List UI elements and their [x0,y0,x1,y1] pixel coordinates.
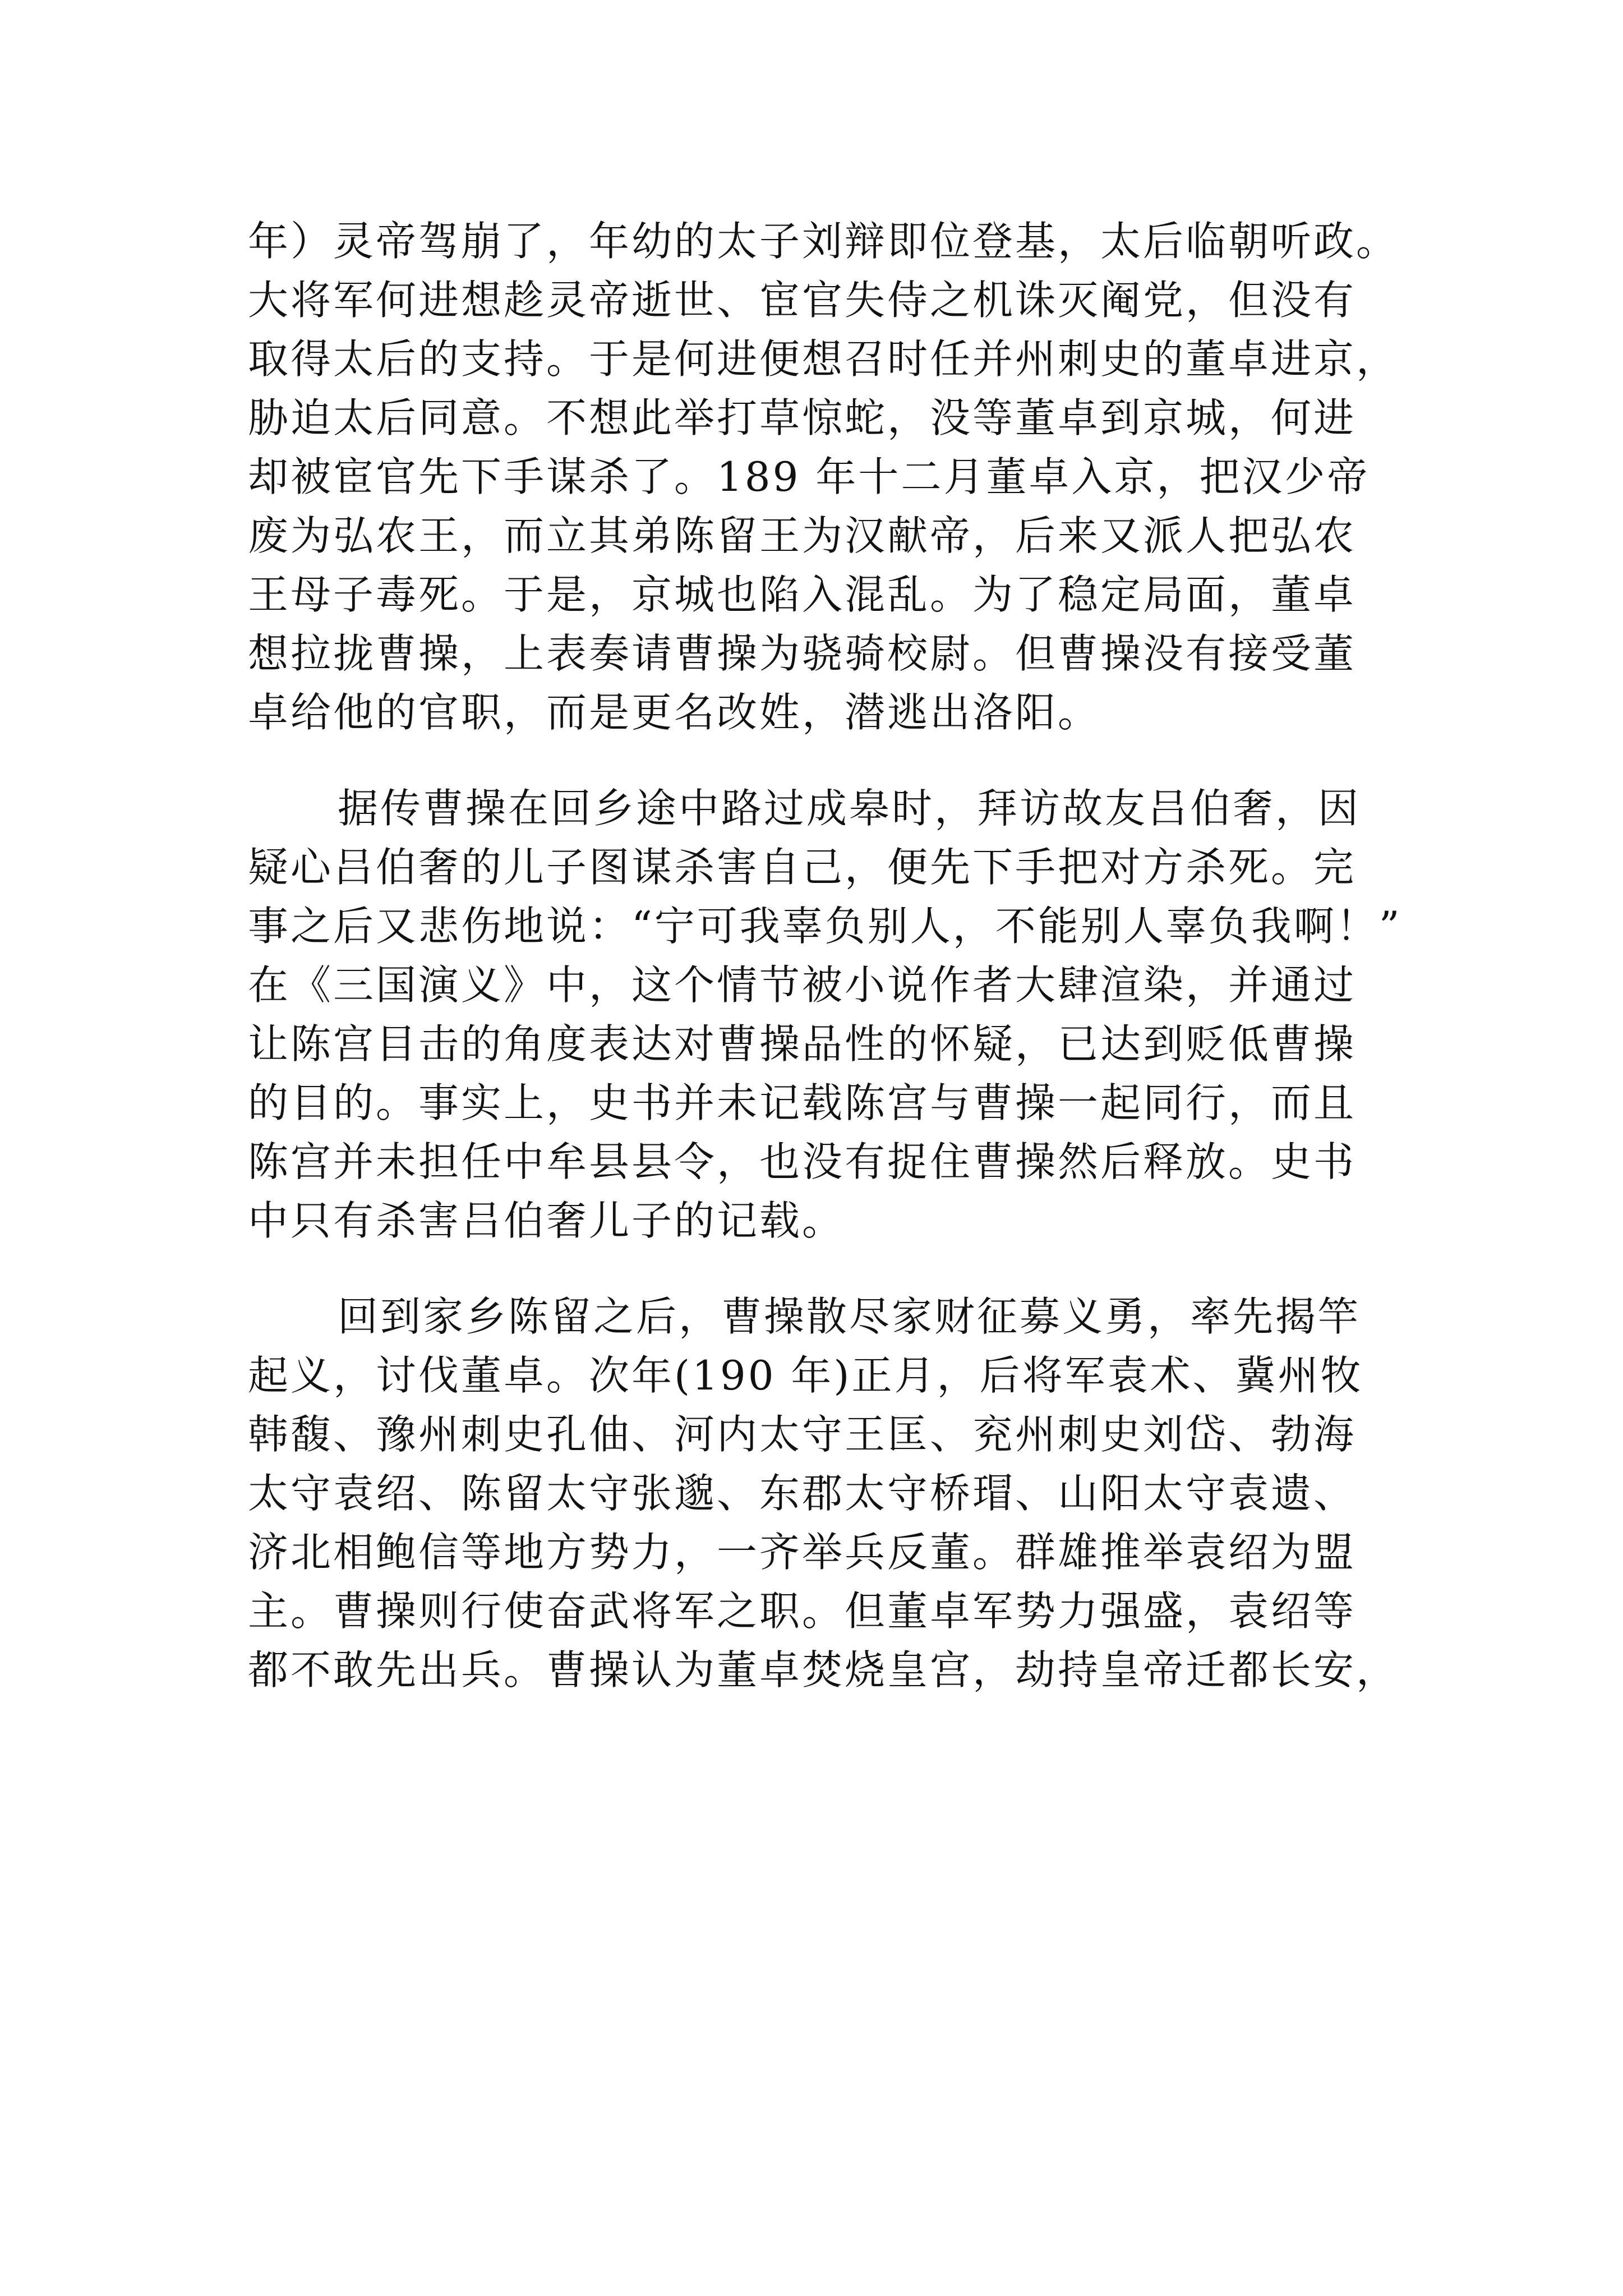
text-line: 陈宫并未担任中牟县县令，也没有捉住曹操然后释放。史书 [248,1138,1357,1185]
text-line: 取得太后的支持。于是何进便想召时任并州刺史的董卓进京， [248,335,1399,383]
text-line: 在《三国演义》中，这个情节被小说作者大肆渲染，并通过 [248,961,1357,1009]
text-line: 起义，讨伐董卓。次年(190 年)正月，后将军袁术、冀州牧 [248,1352,1363,1399]
text-line: 事之后又悲伤地说：“宁可我辜负别人，不能别人辜负我啊！” [248,903,1402,950]
body-text [248,212,1402,1700]
paragraph-2 [248,779,1402,1250]
paragraph-gap [248,1250,1392,1287]
text-line: 胁迫太后同意。不想此举打草惊蛇，没等董卓到京城，何进 [248,394,1357,441]
text-line: 想拉拢曹操，上表奏请曹操为骁骑校尉。但曹操没有接受董 [248,630,1357,677]
paragraph-3 [248,1287,1399,1700]
text-line: 都不敢先出兵。曹操认为董卓焚烧皇宫，劫持皇帝迁都长安， [248,1646,1399,1694]
text-line: 中只有杀害吕伯奢儿子的记载。 [248,1197,845,1244]
text-line: 的目的。事实上，史书并未记载陈宫与曹操一起同行，而且 [248,1079,1357,1126]
text-line: 年）灵帝驾崩了，年幼的太子刘辩即位登基，太后临朝听政。 [248,218,1399,265]
text-line: 大将军何进想趁灵帝逝世、宦官失侍之机诛灭阉党，但没有 [248,277,1357,324]
text-line: 让陈宫目击的角度表达对曹操品性的怀疑，已达到贬低曹操 [248,1020,1357,1068]
text-line: 太守袁绍、陈留太守张邈、东郡太守桥瑁、山阳太守袁遗、 [248,1470,1357,1517]
text-line: 回到家乡陈留之后，曹操散尽家财征募义勇，率先揭竿 [338,1293,1361,1340]
text-line: 据传曹操在回乡途中路过成皋时，拜访故友吕伯奢，因 [338,785,1361,832]
text-line: 废为弘农王，而立其弟陈留王为汉献帝，后来又派人把弘农 [248,512,1357,559]
text-line: 韩馥、豫州刺史孔伷、河内太守王匡、兖州刺史刘岱、勃海 [248,1411,1357,1458]
text-line: 主。曹操则行使奋武将军之职。但董卓军势力强盛，袁绍等 [248,1588,1357,1635]
text-line: 济北相鲍信等地方势力，一齐举兵反董。群雄推举袁绍为盟 [248,1529,1357,1576]
text-line: 疑心吕伯奢的儿子图谋杀害自己，便先下手把对方杀死。完 [248,844,1357,891]
text-line: 却被宦官先下手谋杀了。189 年十二月董卓入京，把汉少帝 [248,453,1370,500]
text-line: 王母子毒死。于是，京城也陷入混乱。为了稳定局面，董卓 [248,571,1357,618]
paragraph-gap [248,742,1392,779]
paragraph-1 [248,212,1399,742]
text-line: 卓给他的官职，而是更名改姓，潜逃出洛阳。 [248,689,1101,736]
